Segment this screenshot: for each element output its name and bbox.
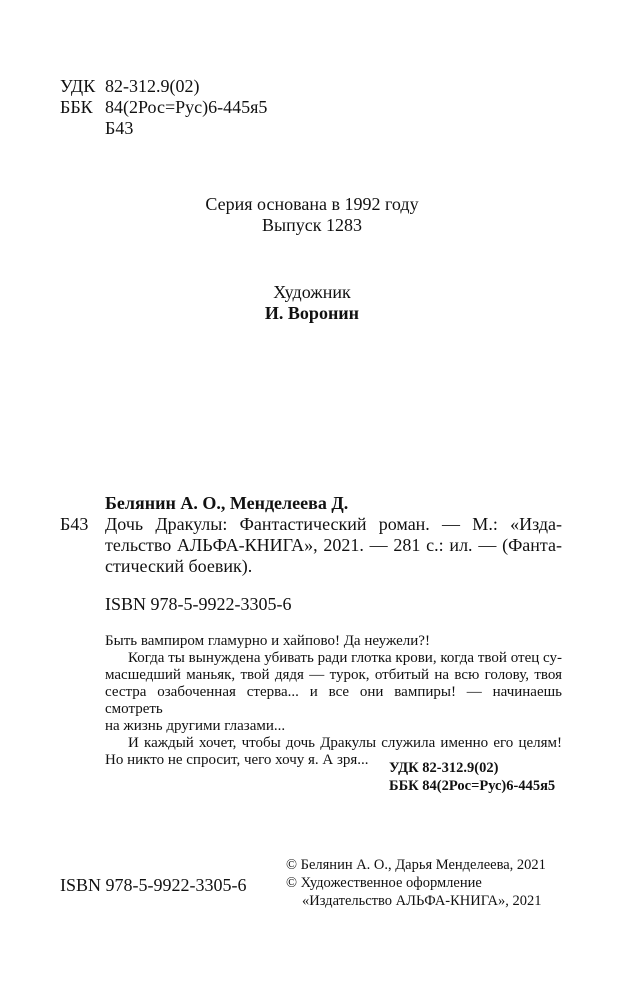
annotation-line: сестра озабоченная стерва... и все они вампиры! — начинаешь смотреть: [105, 684, 562, 717]
classification-summary: [389, 759, 555, 795]
udk-row: [60, 76, 267, 97]
copyright-authors: © Белянин А. О., Дарья Менделеева, 2021: [286, 857, 546, 873]
artist-role: Художник: [273, 282, 351, 302]
catalog-desc-line: Дочь Дракулы: Фантастический роман. — М.: «Изда-: [105, 514, 562, 534]
catalog-code: Б43: [60, 514, 89, 534]
catalog-description: [105, 514, 562, 577]
copyright-block: [286, 856, 546, 910]
bbk-row: [60, 97, 267, 118]
bbk-label: ББК: [60, 97, 93, 117]
catalog-isbn: ISBN 978-5-9922-3305-6: [105, 594, 292, 614]
artist-name: И. Воронин: [264, 303, 360, 323]
classification-block: [60, 76, 267, 139]
annotation: [105, 633, 562, 769]
catalog-entry: [60, 493, 562, 615]
bbk-summary: ББК 84(2Рос=Рус)6-445я5: [389, 778, 556, 794]
annotation-line: масшедший маньяк, твой дядя — турок, отбитый на всю голову, твоя: [105, 667, 562, 683]
series-issue: Выпуск 1283: [262, 215, 362, 235]
catalog-authors: Белянин А. О., Менделеева Д.: [105, 493, 349, 513]
bbk-value: 84(2Рос=Рус)6-445я5: [105, 97, 268, 117]
udk-label: УДК: [60, 76, 96, 96]
series-founded: Серия основана в 1992 году: [205, 194, 419, 214]
annotation-line: Но никто не спросит, чего хочу я. А зря...: [105, 752, 369, 768]
series-info: [0, 194, 624, 236]
annotation-line: на жизнь другими глазами...: [105, 718, 286, 734]
annotation-line: Когда ты вынуждена убивать ради глотка крови, когда твой отец су-: [128, 650, 562, 666]
artist-credit: [0, 282, 624, 324]
copyright-publisher: «Издательство АЛЬФА-КНИГА», 2021: [302, 893, 542, 909]
isbn: ISBN 978-5-9922-3305-6: [60, 875, 247, 895]
annotation-line: И каждый хочет, чтобы дочь Дракулы служила именно его целям!: [128, 735, 562, 751]
annotation-line: Быть вампиром гламурно и хайпово! Да неужели?!: [105, 633, 430, 649]
catalog-desc-line: стический боевик).: [105, 556, 253, 576]
udk-value: 82-312.9(02): [105, 76, 200, 96]
copyright-design: © Художественное оформление: [286, 875, 482, 891]
catalog-desc-line: тельство АЛЬФА-КНИГА», 2021. — 281 с.: ил. — (Фанта-: [105, 535, 562, 555]
udk-summary: УДК 82-312.9(02): [389, 760, 499, 776]
author-mark: Б43: [105, 118, 134, 138]
